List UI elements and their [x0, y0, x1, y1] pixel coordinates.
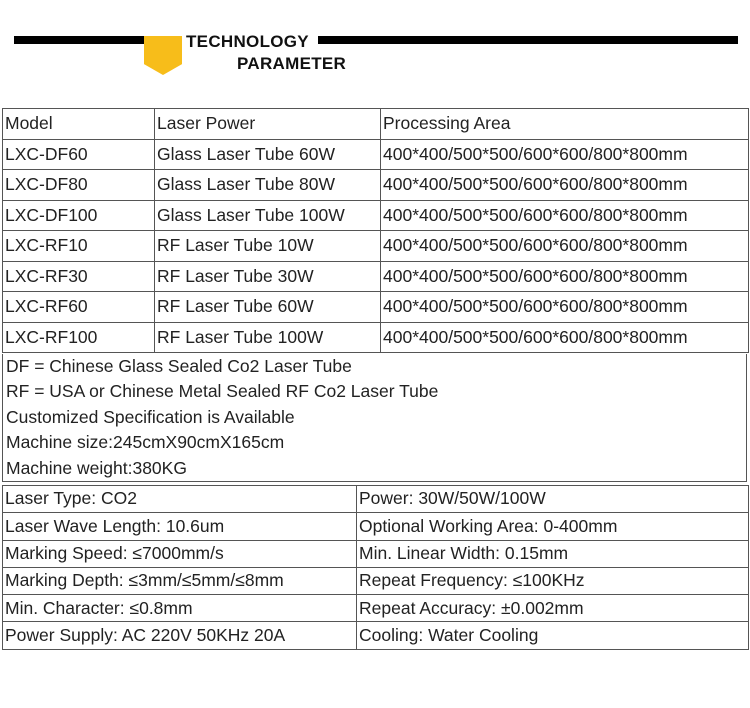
- laser-power-cell: Glass Laser Tube 80W: [155, 170, 381, 201]
- specs-table: [2, 485, 749, 650]
- model-cell: LXC-DF80: [3, 170, 155, 201]
- header-badge-icon: [144, 36, 182, 75]
- note-line: Machine weight:380KG: [6, 457, 187, 478]
- spec-cell: Optional Working Area: 0-400mm: [357, 513, 749, 540]
- header-bar-right: [318, 36, 738, 44]
- processing-area-cell: 400*400/500*500/600*600/800*800mm: [381, 231, 749, 262]
- table-row: [3, 595, 749, 622]
- table-row: [3, 231, 749, 262]
- spec-cell: Min. Linear Width: 0.15mm: [357, 540, 749, 567]
- models-table: [2, 108, 749, 353]
- processing-area-cell: 400*400/500*500/600*600/800*800mm: [381, 170, 749, 201]
- note-line: Customized Specification is Available: [6, 406, 295, 427]
- model-cell: LXC-RF100: [3, 322, 155, 353]
- table-row: [3, 200, 749, 231]
- processing-area-cell: 400*400/500*500/600*600/800*800mm: [381, 200, 749, 231]
- processing-area-cell: 400*400/500*500/600*600/800*800mm: [381, 292, 749, 323]
- note-line: RF = USA or Chinese Metal Sealed RF Co2 Laser Tube: [6, 381, 439, 402]
- laser-power-cell: RF Laser Tube 10W: [155, 231, 381, 262]
- model-cell: LXC-RF60: [3, 292, 155, 323]
- header-cell-processing-area: Processing Area: [381, 109, 749, 140]
- spec-cell: Power: 30W/50W/100W: [357, 486, 749, 513]
- model-cell: LXC-RF10: [3, 231, 155, 262]
- spec-cell: Marking Depth: ≤3mm/≤5mm/≤8mm: [3, 567, 357, 594]
- processing-area-cell: 400*400/500*500/600*600/800*800mm: [381, 139, 749, 170]
- table-row: [3, 567, 749, 594]
- model-cell: LXC-DF60: [3, 139, 155, 170]
- laser-power-cell: Glass Laser Tube 60W: [155, 139, 381, 170]
- header-title-line2: PARAMETER: [237, 54, 347, 73]
- spec-cell: Marking Speed: ≤7000mm/s: [3, 540, 357, 567]
- spec-cell: Min. Character: ≤0.8mm: [3, 595, 357, 622]
- table-row: [3, 513, 749, 540]
- laser-power-cell: Glass Laser Tube 100W: [155, 200, 381, 231]
- table-row: [3, 170, 749, 201]
- spec-cell: Repeat Accuracy: ±0.002mm: [357, 595, 749, 622]
- spec-cell: Repeat Frequency: ≤100KHz: [357, 567, 749, 594]
- note-line: DF = Chinese Glass Sealed Co2 Laser Tube: [6, 356, 352, 376]
- header-cell-laser-power: Laser Power: [155, 109, 381, 140]
- table-row: [3, 292, 749, 323]
- laser-power-cell: RF Laser Tube 100W: [155, 322, 381, 353]
- laser-power-cell: RF Laser Tube 60W: [155, 292, 381, 323]
- model-cell: LXC-RF30: [3, 261, 155, 292]
- table-row: [3, 540, 749, 567]
- model-cell: LXC-DF100: [3, 200, 155, 231]
- processing-area-cell: 400*400/500*500/600*600/800*800mm: [381, 261, 749, 292]
- table-row: [3, 261, 749, 292]
- table-header-row: [3, 109, 749, 140]
- header-cell-model: Model: [3, 109, 155, 140]
- spec-cell: Cooling: Water Cooling: [357, 622, 749, 649]
- header-title-line1: TECHNOLOGY: [186, 32, 309, 51]
- spec-cell: Laser Type: CO2: [3, 486, 357, 513]
- processing-area-cell: 400*400/500*500/600*600/800*800mm: [381, 322, 749, 353]
- laser-power-cell: RF Laser Tube 30W: [155, 261, 381, 292]
- table-row: [3, 139, 749, 170]
- table-row: [3, 486, 749, 513]
- header-bar-left: [14, 36, 146, 44]
- notes-block: [2, 354, 747, 482]
- table-row: [3, 322, 749, 353]
- spec-cell: Power Supply: AC 220V 50KHz 20A: [3, 622, 357, 649]
- table-row: [3, 622, 749, 649]
- spec-cell: Laser Wave Length: 10.6um: [3, 513, 357, 540]
- note-line: Machine size:245cmX90cmX165cm: [6, 432, 285, 453]
